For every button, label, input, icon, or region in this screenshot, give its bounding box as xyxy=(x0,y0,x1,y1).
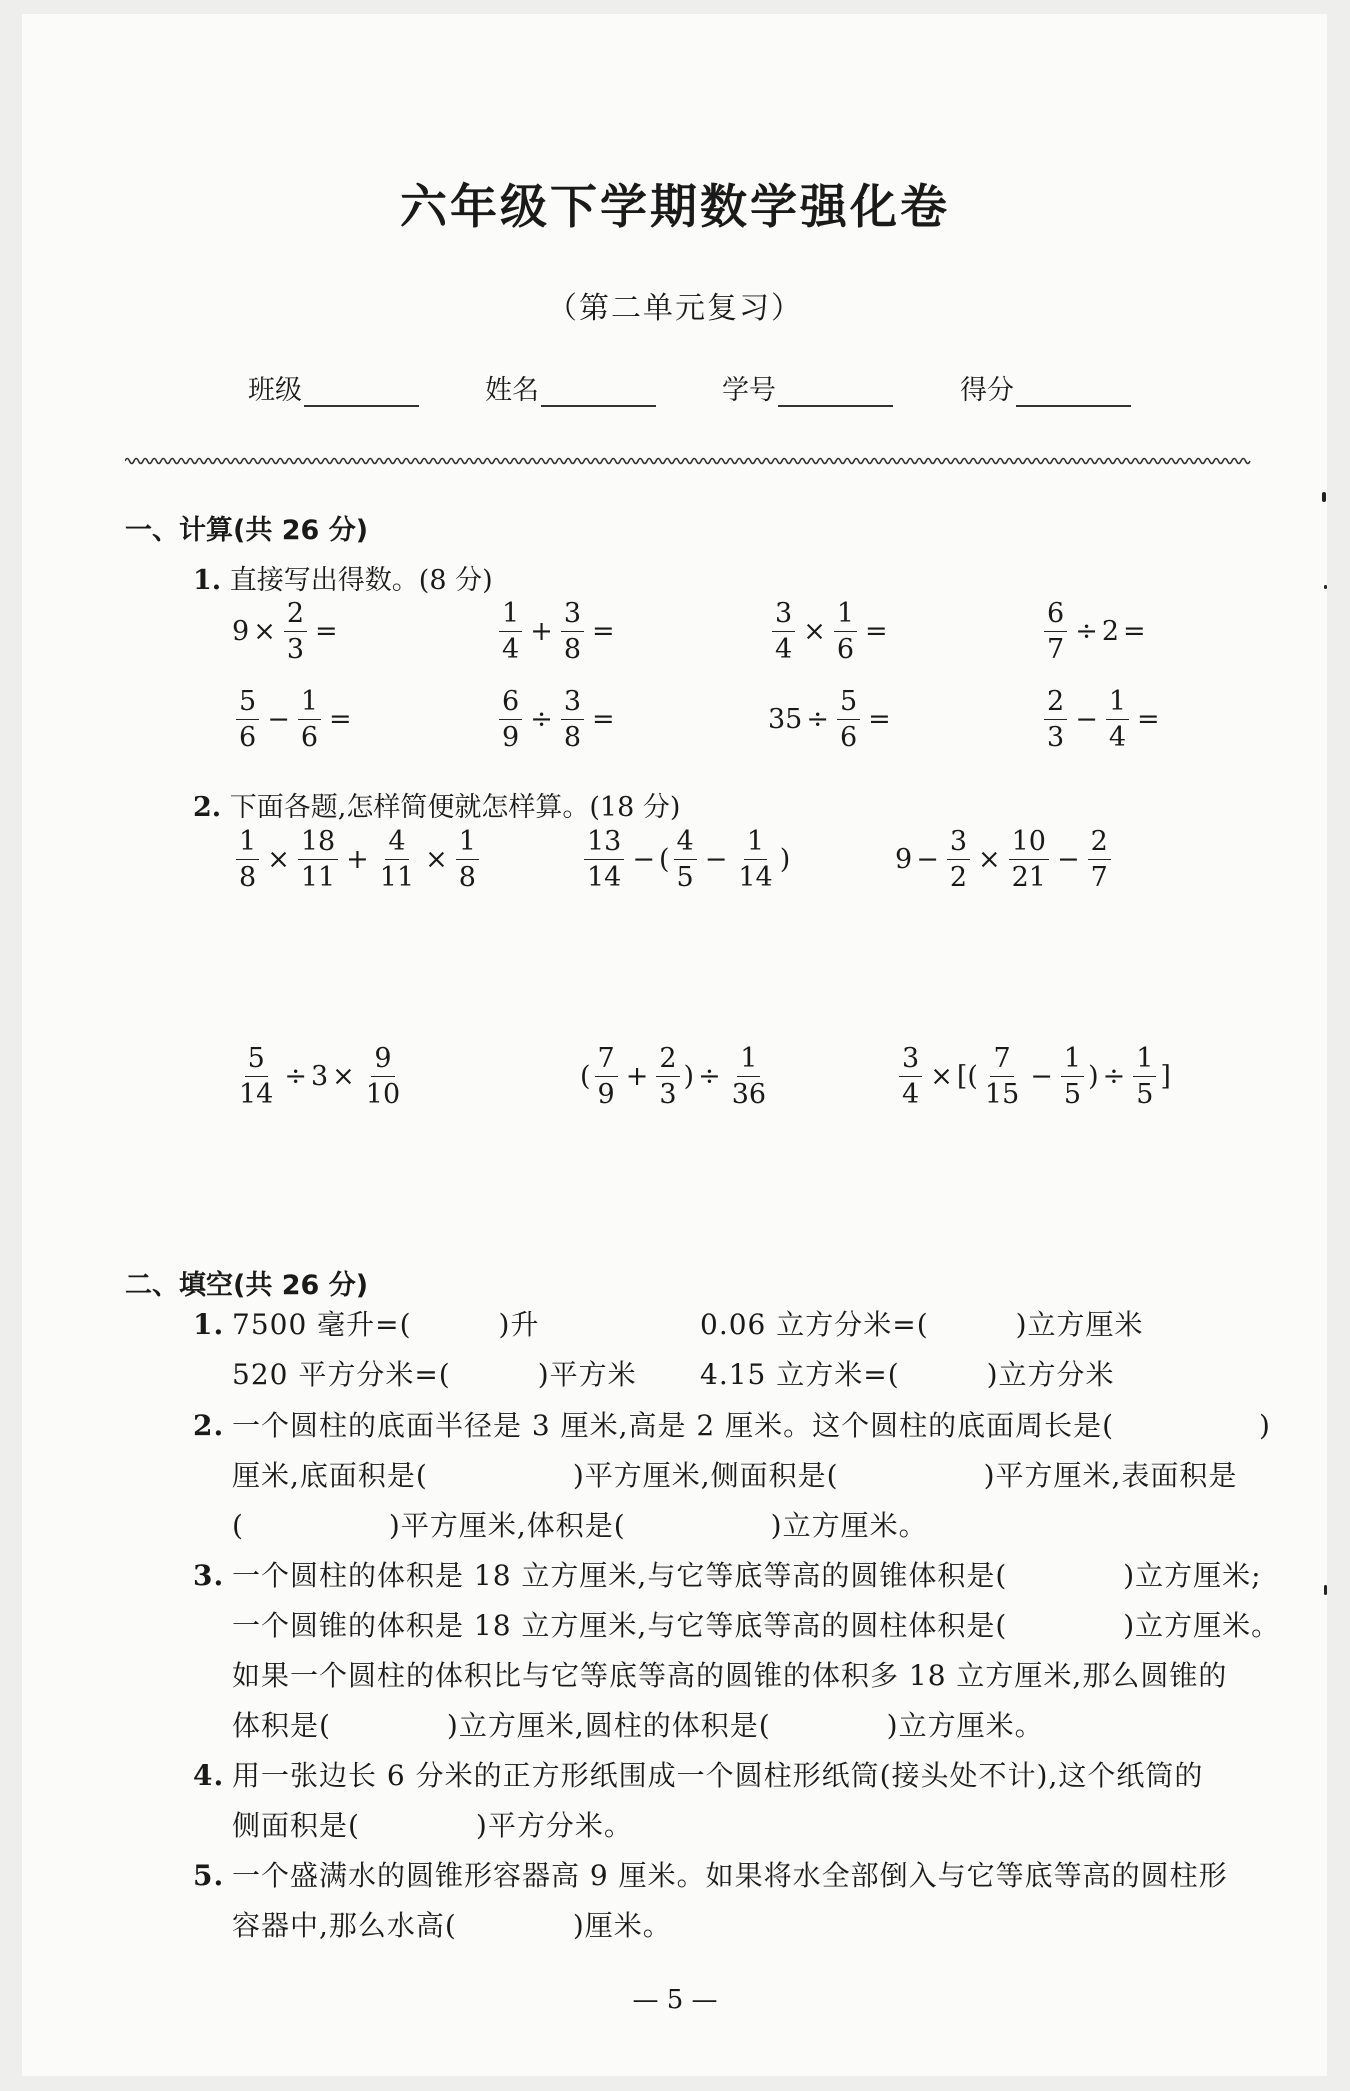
question-line: 一个圆柱的体积是 18 立方厘米,与它等底等高的圆锥体积是( )立方厘米; xyxy=(232,1559,1262,1592)
math-operator: ÷ xyxy=(530,704,553,735)
denominator: 10 xyxy=(365,1079,401,1110)
fraction xyxy=(298,828,338,891)
question-number: 3. xyxy=(193,1559,225,1592)
math-operator: × xyxy=(978,844,1001,875)
math-operator: = xyxy=(865,616,888,647)
denominator: 6 xyxy=(239,722,257,753)
denominator: 7 xyxy=(1090,862,1108,893)
denominator: 3 xyxy=(286,634,304,665)
denominator: 8 xyxy=(563,722,581,753)
question-text: 下面各题,怎样简便就怎样算。(18 分) xyxy=(229,792,681,823)
calc-item xyxy=(1040,688,1164,751)
calc-item xyxy=(1040,600,1150,663)
fraction xyxy=(982,1045,1022,1108)
calc-item xyxy=(495,600,619,663)
math-number: ) xyxy=(779,844,791,875)
fraction xyxy=(561,688,584,751)
math-operator: = xyxy=(1123,616,1146,647)
denominator: 15 xyxy=(984,1079,1020,1110)
fraction xyxy=(772,600,795,663)
numerator: 2 xyxy=(284,600,307,632)
question-line: 厘米,底面积是( )平方厘米,侧面积是( )平方厘米,表面积是 xyxy=(232,1459,1238,1492)
numerator: 1 xyxy=(499,600,522,632)
numerator: 1 xyxy=(298,688,321,720)
question-line: 一个盛满水的圆锥形容器高 9 厘米。如果将水全部倒入与它等底等高的圆柱形 xyxy=(232,1859,1228,1892)
denominator: 5 xyxy=(1063,1079,1082,1110)
numerator: 1 xyxy=(1106,688,1129,720)
section1-heading: 一、计算(共 26 分) xyxy=(125,515,369,546)
math-operator: ÷ xyxy=(698,1061,721,1092)
math-operator: − xyxy=(632,844,655,875)
numerator: 4 xyxy=(385,828,408,860)
fraction xyxy=(729,1045,769,1108)
fraction xyxy=(561,600,584,663)
math-operator: = xyxy=(868,704,891,735)
fraction xyxy=(236,828,259,891)
denominator: 8 xyxy=(239,862,257,893)
numerator: 1 xyxy=(744,828,767,860)
numerator: 2 xyxy=(656,1045,679,1077)
numerator: 18 xyxy=(298,828,338,860)
numerator: 7 xyxy=(990,1045,1013,1077)
fraction xyxy=(236,1045,276,1108)
math-operator: − xyxy=(916,844,939,875)
student-id-blank[interactable] xyxy=(778,375,893,407)
question-number: 5. xyxy=(193,1859,225,1892)
denominator: 9 xyxy=(597,1079,615,1110)
denominator: 6 xyxy=(839,722,858,753)
denominator: 6 xyxy=(300,722,318,753)
name-label: 姓名 xyxy=(485,375,539,406)
student-id-field xyxy=(722,368,893,407)
math-operator: ÷ xyxy=(1102,1061,1126,1092)
fraction xyxy=(735,828,775,891)
math-number: 2 xyxy=(1101,616,1119,647)
math-operator: ÷ xyxy=(806,704,829,735)
fraction xyxy=(236,688,259,751)
question-line: 体积是( )立方厘米,圆柱的体积是( )立方厘米。 xyxy=(232,1709,1044,1742)
math-number: 9 xyxy=(232,616,250,647)
math-operator: + xyxy=(346,844,369,875)
math-operator: − xyxy=(1056,844,1080,875)
math-operator: = xyxy=(592,704,615,735)
math-operator: = xyxy=(1137,704,1160,735)
fraction xyxy=(1088,828,1111,891)
simplify-item xyxy=(580,1045,773,1108)
section1-q1 xyxy=(193,558,493,597)
fraction xyxy=(284,600,307,663)
denominator: 4 xyxy=(775,634,793,665)
denominator: 14 xyxy=(587,862,622,893)
question-line: 一个圆锥的体积是 18 立方厘米,与它等底等高的圆柱体积是( )立方厘米。 xyxy=(232,1609,1281,1642)
math-operator: ÷ xyxy=(1075,616,1098,647)
calc-item xyxy=(495,688,619,751)
calc-item xyxy=(232,600,342,663)
numerator: 3 xyxy=(561,688,584,720)
denominator: 3 xyxy=(659,1079,677,1110)
fraction xyxy=(377,828,417,891)
denominator: 11 xyxy=(300,862,336,893)
calc-item xyxy=(768,600,892,663)
q1-item-c: 520 平方分米=( )平方米 xyxy=(232,1358,637,1391)
numerator: 7 xyxy=(595,1045,618,1077)
calc-item xyxy=(768,688,895,751)
math-number: 3 xyxy=(310,1061,329,1092)
class-label: 班级 xyxy=(248,375,302,406)
numerator: 1 xyxy=(1133,1045,1156,1077)
denominator: 14 xyxy=(738,862,773,893)
wavy-divider xyxy=(125,454,1255,468)
scan-mark xyxy=(1324,585,1327,589)
question-line: 如果一个圆柱的体积比与它等底等高的圆锥的体积多 18 立方厘米,那么圆锥的 xyxy=(232,1659,1228,1692)
math-number: ] xyxy=(1160,1061,1171,1092)
fraction xyxy=(456,828,479,891)
question-line: 侧面积是( )平方分米。 xyxy=(232,1809,633,1842)
numerator: 1 xyxy=(1061,1045,1084,1077)
numerator: 5 xyxy=(837,688,860,720)
fraction xyxy=(656,1045,679,1108)
denominator: 7 xyxy=(1047,634,1065,665)
score-blank[interactable] xyxy=(1016,375,1131,407)
fraction xyxy=(837,688,860,751)
math-operator: × xyxy=(930,1061,953,1092)
numerator: 1 xyxy=(236,828,259,860)
question-number: 1. xyxy=(193,1308,225,1341)
math-operator: − xyxy=(1075,704,1098,735)
numerator: 10 xyxy=(1009,828,1049,860)
q1-item-b: 0.06 立方分米=( )立方厘米 xyxy=(700,1308,1144,1341)
math-number: 9 xyxy=(895,844,913,875)
calc-item xyxy=(232,688,356,751)
section1-q2 xyxy=(193,785,680,824)
math-operator: = xyxy=(315,616,338,647)
question-text: 直接写出得数。(8 分) xyxy=(229,565,493,596)
name-blank[interactable] xyxy=(541,375,656,407)
denominator: 21 xyxy=(1011,862,1046,893)
fraction xyxy=(499,600,522,663)
denominator: 3 xyxy=(1047,722,1065,753)
name-field xyxy=(485,368,656,407)
page-title: 六年级下学期数学强化卷 xyxy=(400,180,950,235)
page-subtitle: （第二单元复习） xyxy=(547,291,803,326)
simplify-item xyxy=(895,1045,1171,1108)
simplify-item xyxy=(232,1045,407,1108)
math-operator: × xyxy=(803,616,826,647)
fraction xyxy=(584,828,624,891)
numerator: 6 xyxy=(1044,600,1067,632)
numerator: 3 xyxy=(561,600,584,632)
denominator: 4 xyxy=(502,634,520,665)
section2-q1 xyxy=(193,1300,224,1350)
scan-mark xyxy=(1324,1585,1327,1595)
question-number: 4. xyxy=(193,1759,225,1792)
fraction xyxy=(1044,600,1067,663)
fraction xyxy=(1061,1045,1084,1108)
denominator: 14 xyxy=(239,1079,274,1110)
numerator: 5 xyxy=(236,688,259,720)
class-field xyxy=(248,368,419,407)
fraction xyxy=(363,1045,403,1108)
math-operator: − xyxy=(704,844,728,875)
math-number: ) xyxy=(683,1061,695,1092)
question-number: 1. xyxy=(193,565,222,596)
question-line: 一个圆柱的底面半径是 3 厘米,高是 2 厘米。这个圆柱的底面周长是( ) xyxy=(232,1409,1271,1442)
math-number: ) xyxy=(1088,1061,1099,1092)
math-operator: × xyxy=(253,616,276,647)
simplify-item xyxy=(580,828,790,891)
math-operator: ÷ xyxy=(284,1061,307,1092)
fraction xyxy=(947,828,970,891)
simplify-item xyxy=(895,828,1115,891)
page-number: — 5 — xyxy=(632,1985,718,2015)
numerator: 13 xyxy=(584,828,624,860)
denominator: 36 xyxy=(731,1079,767,1110)
denominator: 8 xyxy=(458,862,476,893)
numerator: 1 xyxy=(737,1045,760,1077)
denominator: 5 xyxy=(1136,1079,1154,1110)
math-number: [( xyxy=(956,1061,978,1092)
numerator: 5 xyxy=(245,1045,268,1077)
math-number: 35 xyxy=(768,704,803,735)
simplify-item xyxy=(232,828,483,891)
math-operator: × xyxy=(332,1061,355,1092)
numerator: 1 xyxy=(456,828,479,860)
numerator: 4 xyxy=(674,828,697,860)
fraction xyxy=(1133,1045,1156,1108)
section2-heading: 二、填空(共 26 分) xyxy=(125,1270,369,1301)
math-operator: = xyxy=(592,616,615,647)
fraction xyxy=(1009,828,1049,891)
question-line: 用一张边长 6 分米的正方形纸围成一个圆柱形纸筒(接头处不计),这个纸筒的 xyxy=(232,1759,1204,1792)
math-operator: + xyxy=(625,1061,649,1092)
student-id-label: 学号 xyxy=(722,375,776,406)
math-operator: + xyxy=(530,616,553,647)
class-blank[interactable] xyxy=(304,375,419,407)
math-number: ( xyxy=(658,844,670,875)
denominator: 4 xyxy=(902,1079,920,1110)
q1-item-a: 7500 毫升=( )升 xyxy=(232,1308,540,1341)
fraction xyxy=(298,688,321,751)
score-label: 得分 xyxy=(960,375,1014,406)
denominator: 2 xyxy=(949,862,967,893)
numerator: 3 xyxy=(947,828,970,860)
fraction xyxy=(834,600,857,663)
numerator: 6 xyxy=(499,688,522,720)
denominator: 4 xyxy=(1108,722,1126,753)
denominator: 9 xyxy=(502,722,520,753)
math-operator: × xyxy=(425,844,448,875)
question-number: 2. xyxy=(193,1409,225,1442)
numerator: 2 xyxy=(1088,828,1111,860)
numerator: 2 xyxy=(1044,688,1067,720)
math-operator: × xyxy=(267,844,290,875)
fraction xyxy=(1106,688,1129,751)
numerator: 1 xyxy=(834,600,857,632)
question-line: ( )平方厘米,体积是( )立方厘米。 xyxy=(232,1509,928,1542)
math-number: ( xyxy=(580,1061,591,1092)
denominator: 6 xyxy=(836,634,854,665)
denominator: 5 xyxy=(676,862,694,893)
fraction xyxy=(1044,688,1067,751)
math-operator: − xyxy=(1030,1061,1053,1092)
fraction xyxy=(499,688,522,751)
score-field xyxy=(960,368,1131,407)
fraction xyxy=(595,1045,618,1108)
fraction xyxy=(899,1045,922,1108)
question-number: 2. xyxy=(193,792,222,823)
numerator: 9 xyxy=(371,1045,394,1077)
math-operator: = xyxy=(329,704,352,735)
scan-mark xyxy=(1322,492,1326,502)
question-line: 容器中,那么水高( )厘米。 xyxy=(232,1909,672,1942)
denominator: 8 xyxy=(563,634,581,665)
fraction xyxy=(674,828,697,891)
math-operator: − xyxy=(267,704,290,735)
numerator: 3 xyxy=(899,1045,922,1077)
numerator: 3 xyxy=(772,600,795,632)
denominator: 11 xyxy=(379,862,415,893)
q1-item-d: 4.15 立方米=( )立方分米 xyxy=(700,1358,1115,1391)
